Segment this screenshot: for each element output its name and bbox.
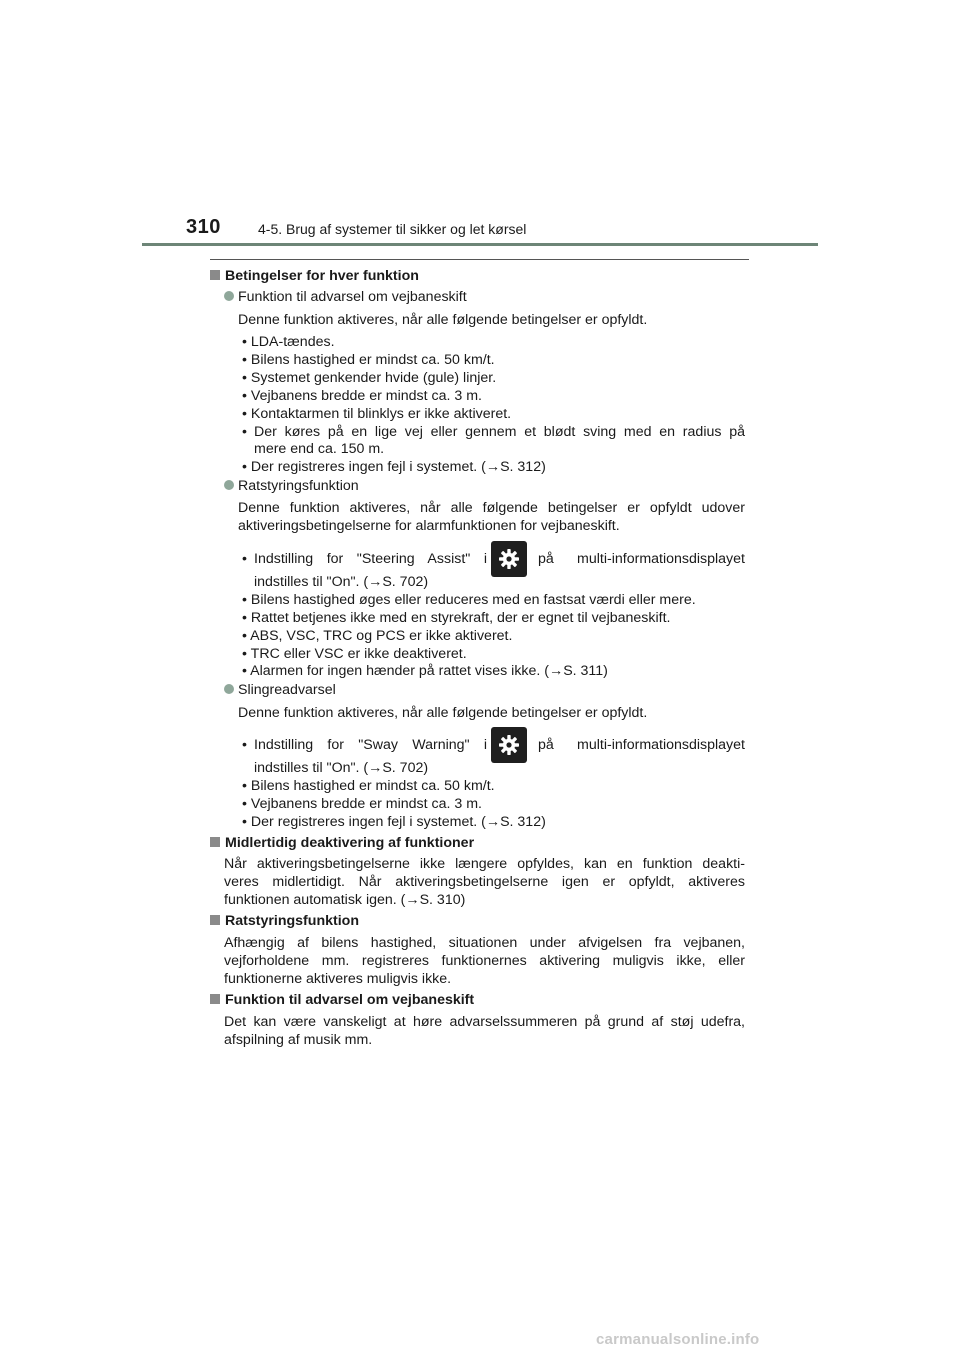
section-heading [210, 913, 359, 930]
section-heading-text: Funktion til advarsel om vejbaneskift [225, 992, 475, 1008]
subsection-heading [224, 478, 359, 495]
list-item: • LDA-tændes. [242, 334, 335, 350]
settings-button [491, 541, 527, 577]
subsection-title: Funktion til advarsel om vejbaneskift [238, 289, 467, 305]
bullet-dot-icon [224, 291, 234, 301]
paragraph: aktiveringsbetingelserne for alarmfunktionen for vejbaneskift. [238, 518, 620, 534]
square-marker-icon [210, 270, 220, 280]
paragraph: Afhængig af bilens hastighed, situationen under afvigelsen fra vejbanen, [224, 935, 745, 951]
watermark: carmanualsonline.info [596, 1331, 760, 1348]
list-item: • Bilens hastighed er mindst ca. 50 km/t. [242, 778, 495, 794]
page-number: 310 [186, 216, 221, 238]
subsection-heading [224, 289, 467, 306]
list-item-continuation: indstilles til "On". (→S. 702) [254, 574, 429, 590]
square-marker-icon [210, 994, 220, 1004]
paragraph: Denne funktion aktiveres, når alle følgende betingelser er opfyldt udover [238, 500, 745, 516]
bullet-dot-icon [224, 684, 234, 694]
list-item-continuation: indstilles til "On". (→S. 702) [254, 760, 429, 776]
list-item: • Der registreres ingen fejl i systemet. (→S. 312) [242, 459, 546, 475]
list-item: • Bilens hastighed øges eller reduceres med en fastsat værdi eller mere. [242, 592, 696, 608]
list-item: • Bilens hastighed er mindst ca. 50 km/t. [242, 352, 495, 368]
subsection-heading [224, 682, 336, 699]
list-item: • Alarmen for ingen hænder på rattet vises ikke. (→S. 311) [242, 663, 608, 679]
paragraph: Denne funktion aktiveres, når alle følgende betingelser er opfyldt. [238, 312, 648, 328]
section-heading-text: Midlertidig deaktivering af funktioner [225, 835, 475, 851]
subsection-title: Ratstyringsfunktion [238, 478, 359, 494]
list-item: • ABS, VSC, TRC og PCS er ikke aktiveret. [242, 628, 513, 644]
section-heading [210, 268, 419, 285]
header-rule [142, 243, 818, 246]
section-heading [210, 835, 474, 852]
gear-icon [496, 546, 522, 572]
list-item: • [242, 737, 247, 753]
paragraph: afspilning af musik mm. [224, 1032, 373, 1048]
bullet-dot-icon [224, 480, 234, 490]
list-item-continuation: mere end ca. 150 m. [254, 441, 385, 457]
section-divider [210, 259, 749, 260]
list-item: • Der registreres ingen fejl i systemet. (→S. 312) [242, 814, 546, 830]
paragraph: funktionen automatisk igen. (→S. 310) [224, 892, 466, 908]
paragraph: Denne funktion aktiveres, når alle følgende betingelser er opfyldt. [238, 705, 648, 721]
list-item-text: på multi-informationsdisplayet [538, 737, 745, 753]
list-item: • TRC eller VSC er ikke deaktiveret. [242, 646, 467, 662]
paragraph: Når aktiveringsbetingelserne ikke længere opfyldes, kan en funktion deakti- [224, 856, 745, 872]
list-item: • Vejbanens bredde er mindst ca. 3 m. [242, 388, 482, 404]
list-item-text: Indstilling for "Steering Assist" i [254, 551, 487, 567]
square-marker-icon [210, 837, 220, 847]
subsection-title: Slingreadvarsel [238, 682, 336, 698]
section-heading [210, 992, 474, 1009]
list-item: • [242, 551, 247, 567]
paragraph: veres midlertidigt. Når aktiveringsbetingelserne igen er opfyldt, aktiveres [224, 874, 745, 890]
list-item: • [242, 424, 247, 440]
gear-icon [496, 732, 522, 758]
list-item: • Systemet genkender hvide (gule) linjer. [242, 370, 497, 386]
settings-button [491, 727, 527, 763]
list-item-text: på multi-informationsdisplayet [538, 551, 745, 567]
list-item: • Rattet betjenes ikke med en styrekraft, der er egnet til vejbaneskift. [242, 610, 671, 626]
paragraph: funktionerne aktiveres muligvis ikke. [224, 971, 452, 987]
list-item-text: Der køres på en lige vej eller gennem et blødt sving med en radius på [254, 424, 745, 440]
list-item: • Kontaktarmen til blinklys er ikke aktiveret. [242, 406, 512, 422]
list-item-text: Indstilling for "Sway Warning" i [254, 737, 487, 753]
square-marker-icon [210, 915, 220, 925]
section-heading-text: Ratstyringsfunktion [225, 913, 359, 929]
paragraph: vejforholdene mm. registreres funktionernes aktivering muligvis ikke, eller [224, 953, 745, 969]
list-item: • Vejbanens bredde er mindst ca. 3 m. [242, 796, 482, 812]
section-heading-text: Betingelser for hver funktion [225, 268, 419, 284]
paragraph: Det kan være vanskeligt at høre advarselssummeren på grund af støj udefra, [224, 1014, 745, 1030]
chapter-title: 4-5. Brug af systemer til sikker og let kørsel [258, 221, 527, 237]
